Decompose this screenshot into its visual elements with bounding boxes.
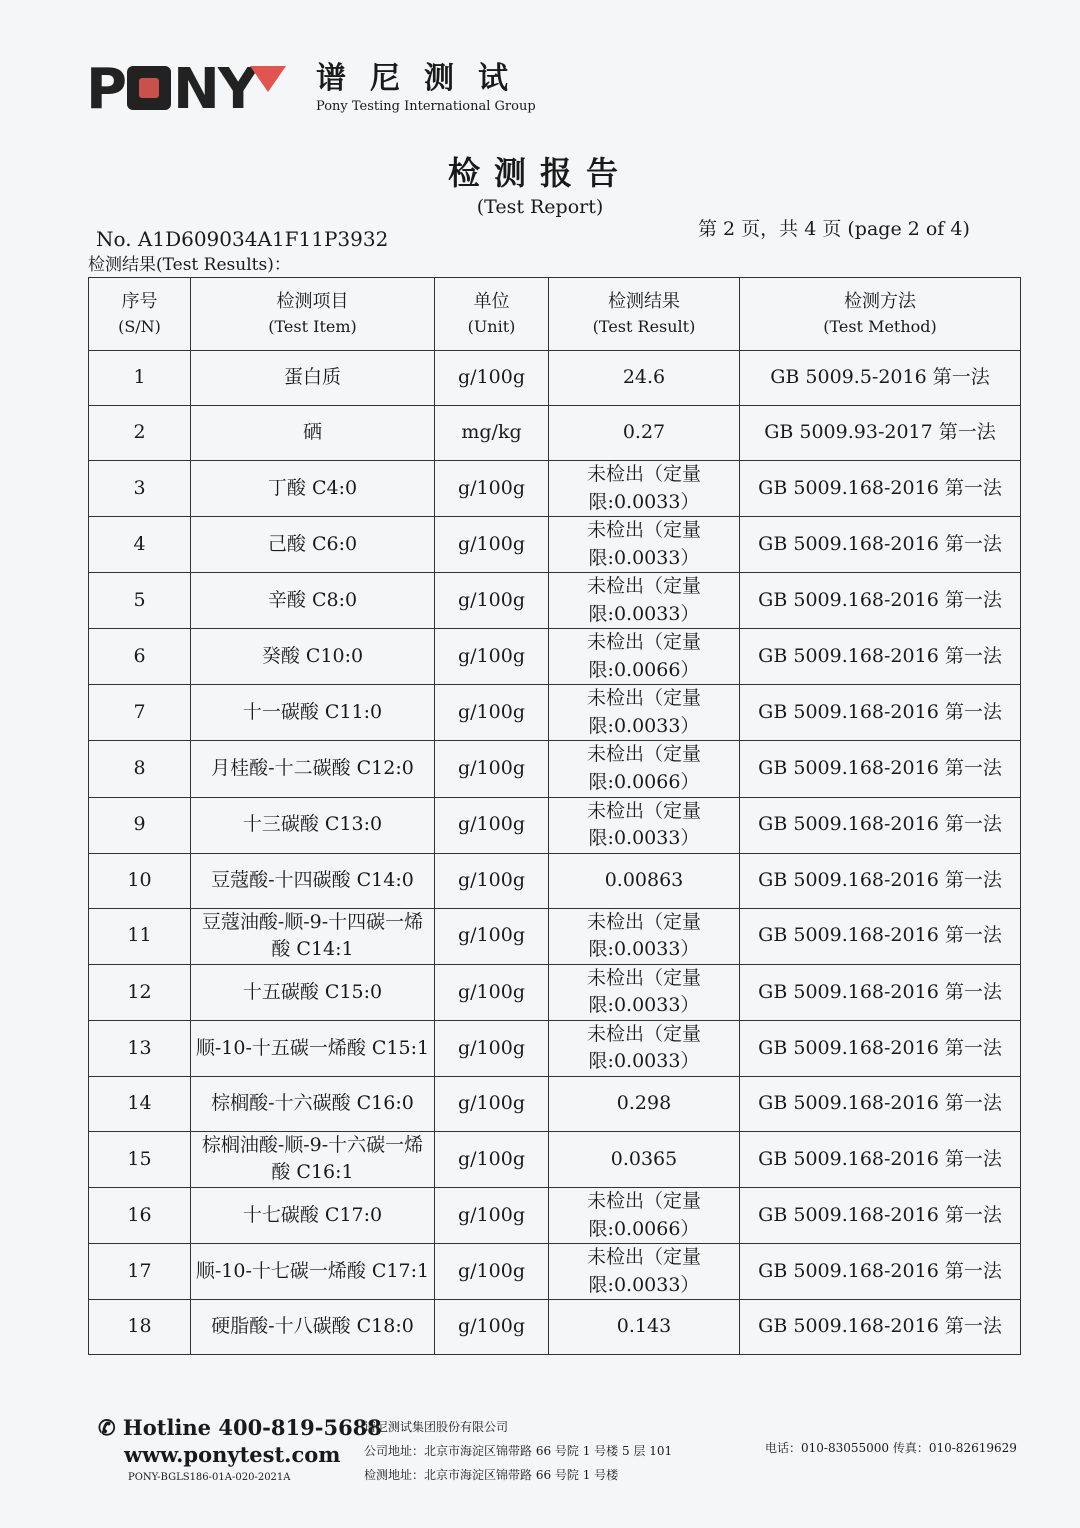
table-row [89, 741, 1021, 797]
cell-unit: g/100g [435, 1020, 549, 1076]
cell-sn: 11 [89, 908, 191, 964]
cell-unit: g/100g [435, 461, 549, 517]
logo-english-name: Pony Testing International Group [316, 99, 536, 114]
cell-unit: g/100g [435, 351, 549, 406]
cell-test-item: 棕榈酸-十六碳酸 C16:0 [191, 1076, 435, 1131]
table-row [89, 1300, 1021, 1355]
cell-unit: g/100g [435, 1244, 549, 1300]
cell-sn: 4 [89, 517, 191, 573]
cell-test-method: GB 5009.168-2016 第一法 [740, 685, 1021, 741]
cell-test-method: GB 5009.168-2016 第一法 [740, 1131, 1021, 1187]
cell-test-item: 棕榈油酸-顺-9-十六碳一烯酸 C16:1 [191, 1131, 435, 1187]
cell-test-method: GB 5009.5-2016 第一法 [740, 351, 1021, 406]
cell-sn: 6 [89, 629, 191, 685]
table-row [89, 964, 1021, 1020]
cell-test-result: 未检出（定量限:0.0033） [549, 461, 740, 517]
cell-test-result: 未检出（定量限:0.0033） [549, 797, 740, 853]
cell-unit: g/100g [435, 908, 549, 964]
cell-sn: 12 [89, 964, 191, 1020]
table-row [89, 629, 1021, 685]
cell-test-result: 0.00863 [549, 853, 740, 908]
cell-test-item: 顺-10-十七碳一烯酸 C17:1 [191, 1244, 435, 1300]
cell-sn: 2 [89, 406, 191, 461]
cell-test-method: GB 5009.93-2017 第一法 [740, 406, 1021, 461]
table-row [89, 853, 1021, 908]
cell-unit: g/100g [435, 964, 549, 1020]
cell-unit: g/100g [435, 573, 549, 629]
cell-test-item: 十一碳酸 C11:0 [191, 685, 435, 741]
table-row [89, 685, 1021, 741]
cell-sn: 5 [89, 573, 191, 629]
report-subtitle: (Test Report) [476, 196, 604, 218]
cell-unit: mg/kg [435, 406, 549, 461]
col-sn: 序号 (S/N) [89, 278, 191, 351]
page-info: 第 2 页，共 4 页 (page 2 of 4) [698, 218, 970, 240]
cell-test-item: 硬脂酸-十八碳酸 C18:0 [191, 1300, 435, 1355]
table-row [89, 1076, 1021, 1131]
cell-test-method: GB 5009.168-2016 第一法 [740, 573, 1021, 629]
company-name: 谱尼测试集团股份有限公司 [364, 1420, 509, 1434]
cell-test-result: 未检出（定量限:0.0033） [549, 1020, 740, 1076]
report-title: 检测报告 [447, 154, 632, 192]
cell-unit: g/100g [435, 797, 549, 853]
test-address: 检测地址：北京市海淀区锦带路 66 号院 1 号楼 [364, 1468, 619, 1482]
table-row [89, 517, 1021, 573]
cell-test-item: 月桂酸-十二碳酸 C12:0 [191, 741, 435, 797]
col-test-item: 检测项目 (Test Item) [191, 278, 435, 351]
cell-sn: 18 [89, 1300, 191, 1355]
cell-unit: g/100g [435, 1076, 549, 1131]
cell-test-item: 十三碳酸 C13:0 [191, 797, 435, 853]
cell-test-result: 未检出（定量限:0.0066） [549, 629, 740, 685]
cell-test-item: 豆蔻酸-十四碳酸 C14:0 [191, 853, 435, 908]
form-code: PONY-BGLS186-01A-020-2021A [128, 1472, 291, 1483]
table-row [89, 1188, 1021, 1244]
cell-test-item: 癸酸 C10:0 [191, 629, 435, 685]
cell-unit: g/100g [435, 853, 549, 908]
website-link[interactable]: www.ponytest.com [124, 1442, 341, 1467]
cell-test-method: GB 5009.168-2016 第一法 [740, 629, 1021, 685]
results-table [88, 277, 1021, 1355]
col-test-method: 检测方法 (Test Method) [740, 278, 1021, 351]
cell-test-result: 未检出（定量限:0.0033） [549, 573, 740, 629]
cell-sn: 13 [89, 1020, 191, 1076]
cell-test-result: 未检出（定量限:0.0033） [549, 685, 740, 741]
cell-test-result: 未检出（定量限:0.0033） [549, 517, 740, 573]
cell-test-item: 豆蔻油酸-顺-9-十四碳一烯酸 C14:1 [191, 908, 435, 964]
cell-test-method: GB 5009.168-2016 第一法 [740, 797, 1021, 853]
col-test-result: 检测结果 (Test Result) [549, 278, 740, 351]
cell-test-item: 硒 [191, 406, 435, 461]
cell-unit: g/100g [435, 685, 549, 741]
cell-test-method: GB 5009.168-2016 第一法 [740, 741, 1021, 797]
cell-test-result: 未检出（定量限:0.0033） [549, 908, 740, 964]
cell-test-method: GB 5009.168-2016 第一法 [740, 517, 1021, 573]
red-stamp-edge [1056, 880, 1080, 1090]
cell-test-result: 未检出（定量限:0.0066） [549, 741, 740, 797]
cell-sn: 8 [89, 741, 191, 797]
table-row [89, 797, 1021, 853]
logo-chinese-name: 谱尼测试 [316, 61, 532, 96]
table-row [89, 406, 1021, 461]
cell-unit: g/100g [435, 517, 549, 573]
cell-test-method: GB 5009.168-2016 第一法 [740, 1020, 1021, 1076]
cell-test-result: 未检出（定量限:0.0066） [549, 1188, 740, 1244]
cell-test-method: GB 5009.168-2016 第一法 [740, 964, 1021, 1020]
table-row [89, 573, 1021, 629]
cell-test-result: 0.143 [549, 1300, 740, 1355]
cell-sn: 9 [89, 797, 191, 853]
cell-test-method: GB 5009.168-2016 第一法 [740, 853, 1021, 908]
cell-unit: g/100g [435, 741, 549, 797]
pony-logo: P NY [86, 62, 286, 118]
cell-sn: 7 [89, 685, 191, 741]
cell-test-method: GB 5009.168-2016 第一法 [740, 1076, 1021, 1131]
cell-test-method: GB 5009.168-2016 第一法 [740, 461, 1021, 517]
table-row [89, 908, 1021, 964]
cell-test-method: GB 5009.168-2016 第一法 [740, 1188, 1021, 1244]
cell-test-item: 顺-10-十五碳一烯酸 C15:1 [191, 1020, 435, 1076]
report-number: No. A1D609034A1F11P3932 [96, 227, 389, 251]
cell-unit: g/100g [435, 629, 549, 685]
cell-test-item: 十七碳酸 C17:0 [191, 1188, 435, 1244]
cell-sn: 16 [89, 1188, 191, 1244]
company-address: 公司地址：北京市海淀区锦带路 66 号院 1 号楼 5 层 101 [364, 1444, 673, 1458]
results-label: 检测结果(Test Results)： [88, 255, 291, 275]
hotline: ✆ Hotline 400-819-5688 [98, 1415, 382, 1440]
cell-unit: g/100g [435, 1188, 549, 1244]
cell-test-method: GB 5009.168-2016 第一法 [740, 1244, 1021, 1300]
cell-test-method: GB 5009.168-2016 第一法 [740, 1300, 1021, 1355]
cell-sn: 15 [89, 1131, 191, 1187]
cell-sn: 14 [89, 1076, 191, 1131]
table-row [89, 1244, 1021, 1300]
table-row [89, 461, 1021, 517]
cell-test-result: 0.298 [549, 1076, 740, 1131]
table-row [89, 351, 1021, 406]
cell-unit: g/100g [435, 1131, 549, 1187]
table-row [89, 1131, 1021, 1187]
cell-test-result: 未检出（定量限:0.0033） [549, 1244, 740, 1300]
cell-sn: 10 [89, 853, 191, 908]
cell-test-item: 十五碳酸 C15:0 [191, 964, 435, 1020]
table-header-row [89, 278, 1021, 351]
col-unit: 单位 (Unit) [435, 278, 549, 351]
cell-unit: g/100g [435, 1300, 549, 1355]
cell-test-method: GB 5009.168-2016 第一法 [740, 908, 1021, 964]
cell-sn: 1 [89, 351, 191, 406]
phone-fax: 电话：010-83055000 传真：010-82619629 [765, 1441, 1017, 1455]
cell-test-result: 0.27 [549, 406, 740, 461]
table-row [89, 1020, 1021, 1076]
cell-sn: 17 [89, 1244, 191, 1300]
cell-test-result: 未检出（定量限:0.0033） [549, 964, 740, 1020]
cell-test-result: 24.6 [549, 351, 740, 406]
cell-sn: 3 [89, 461, 191, 517]
cell-test-item: 丁酸 C4:0 [191, 461, 435, 517]
cell-test-item: 己酸 C6:0 [191, 517, 435, 573]
cell-test-result: 0.0365 [549, 1131, 740, 1187]
cell-test-item: 蛋白质 [191, 351, 435, 406]
cell-test-item: 辛酸 C8:0 [191, 573, 435, 629]
